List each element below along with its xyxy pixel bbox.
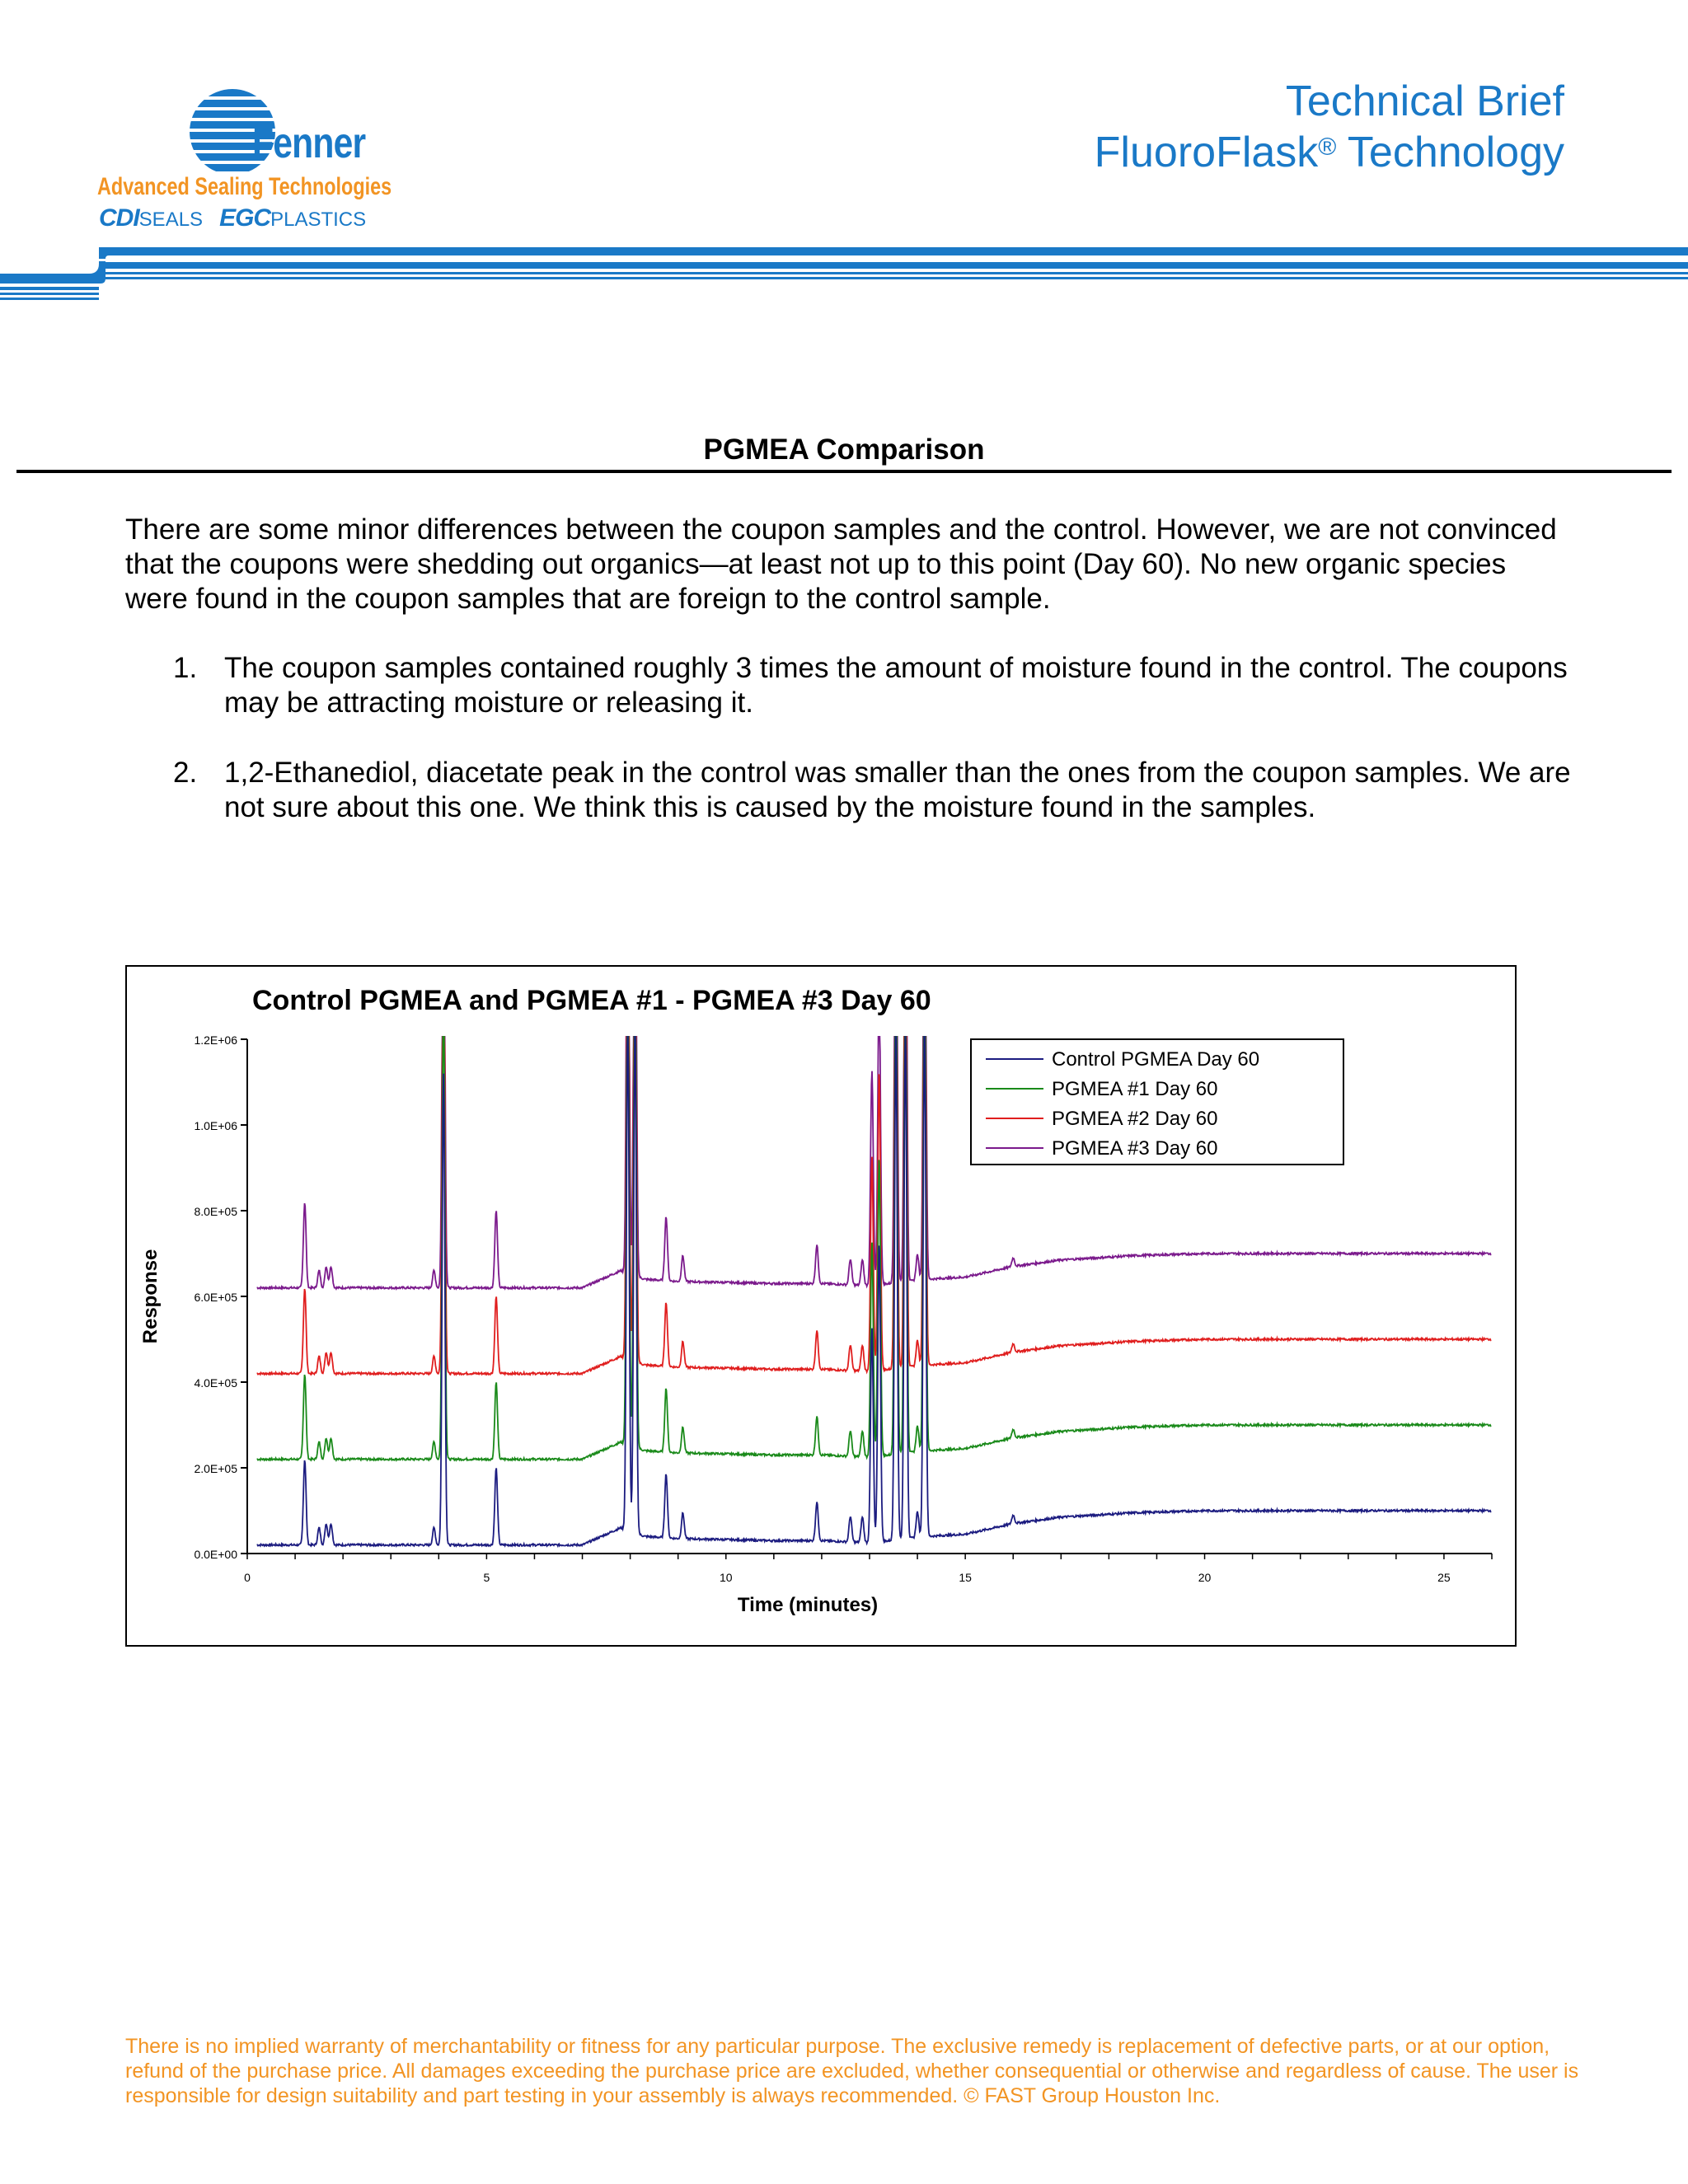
list-number: 2. [173,757,198,789]
x-tick-label: 15 [959,1571,972,1584]
section-title: PGMEA Comparison [703,434,985,466]
list-text: 1,2-Ethanediol, diacetate peak in the control was smaller than the ones from the coupon samples. We are not sure about this one. We think this is caused by the moisture found in the samples. [224,757,1571,823]
header-stripes [0,246,1688,303]
y-tick-label: 0.0E+00 [194,1548,237,1561]
section-divider [16,470,1672,473]
logo-sub-brands [99,204,366,232]
x-tick-label: 5 [483,1571,490,1584]
y-tick-label: 1.0E+06 [194,1119,237,1132]
list-number: 1. [173,652,198,684]
title-line-2 [1095,127,1564,178]
title-line-1: Technical Brief [1285,77,1564,125]
company-logo [97,89,392,232]
chromatogram-chart [125,965,1517,1647]
egc-brand: EGC [219,204,271,232]
document-title [1095,76,1564,178]
chart-title: Control PGMEA and PGMEA #1 - PGMEA #3 Day 60 [252,985,931,1016]
legend-label: PGMEA #2 Day 60 [1052,1108,1218,1130]
legend-label: PGMEA #3 Day 60 [1052,1137,1218,1160]
legend-label: PGMEA #1 Day 60 [1052,1078,1218,1100]
y-axis-label: Response [139,1249,162,1344]
y-tick-label: 1.2E+06 [194,1033,237,1047]
y-tick-label: 8.0E+05 [194,1205,237,1218]
legend-label: Control PGMEA Day 60 [1052,1048,1260,1071]
footer-disclaimer: There is no implied warranty of merchantability or fitness for any particular purpose. The exclusive remedy is replacement of defective parts, or at our option, refund of the purchase price. All damages exceeding the purchase price are excluded, whether consequential or otherwise and regardless of cause. The user is responsible for design suitability and part testing in your assembly is always recommended. © FAST Group Houston Inc. [125,2035,1579,2107]
chart-canvas [127,967,1515,1645]
legend [971,1039,1343,1165]
cdi-brand: CDI [99,204,139,232]
x-tick-label: 10 [719,1571,733,1584]
logo-tagline: Advanced Sealing Technologies [97,173,392,200]
x-tick-label: 20 [1198,1571,1212,1584]
x-axis-label: Time (minutes) [737,1594,879,1616]
x-tick-label: 25 [1437,1571,1451,1584]
registered-mark: ® [1318,134,1337,161]
egc-suffix: PLASTICS [270,209,367,231]
title-product: FluoroFlask [1094,129,1319,176]
title-tail: Technology [1336,129,1564,176]
y-tick-label: 6.0E+05 [194,1291,237,1304]
list-text: The coupon samples contained roughly 3 times the amount of moisture found in the control. The coupons may be attracting moisture or releasing it. [224,652,1568,719]
y-tick-label: 2.0E+05 [194,1462,237,1475]
x-tick-label: 0 [244,1571,251,1584]
y-tick-label: 4.0E+05 [194,1376,237,1390]
intro-paragraph: There are some minor differences between the coupon samples and the control. However, we are not convinced that the coupons were shedding out organics—at least not up to this point (Day 60). No new organic species were found in the coupon samples that are foreign to the control sample. [125,513,1557,615]
logo-brand-name: Fenner [252,120,366,167]
cdi-suffix: SEALS [138,209,204,231]
